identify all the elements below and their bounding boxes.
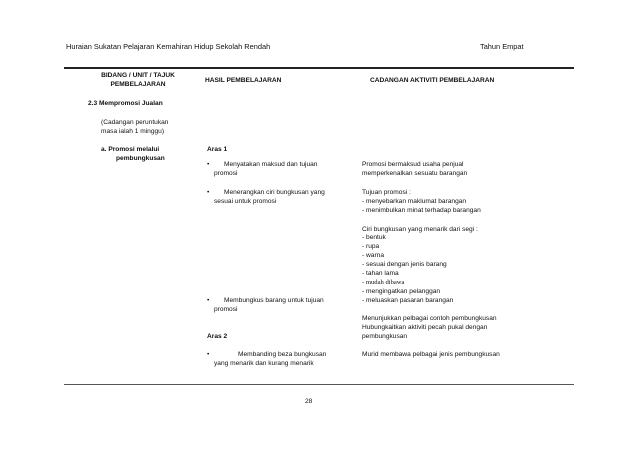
aktiviti-4: Menunjukkan pelbagai contoh pembungkusan: [362, 315, 497, 322]
aktiviti-3-item: - mudah dibawa: [362, 279, 405, 286]
aktiviti-3-item: - bentuk: [362, 234, 386, 241]
bullet-2: •: [207, 189, 210, 196]
col-header-aktiviti: CADANGAN AKTIVITI PEMBELAJARAN: [370, 77, 495, 84]
bullet-3: •: [207, 297, 210, 304]
document-header-year: Tahun Empat: [480, 42, 524, 51]
topic-line1: a. Promosi melalui: [101, 146, 160, 153]
hasil-item2-line1: Menerangkan ciri bungkusan yang: [224, 189, 325, 196]
aktiviti-1-line2: memperkenalkan sesuatu barangan: [362, 170, 468, 177]
aktiviti-2-item: - menimbulkan minat terhadap barangan: [362, 207, 481, 214]
aktiviti-5-line1: Hubungkaitkan aktiviti pecah pukal dengan: [362, 324, 488, 331]
hasil-item2-line2: sesuai untuk promosi: [214, 198, 277, 205]
aktiviti-2-title: Tujuan promosi :: [362, 189, 411, 196]
aras1-heading: Aras 1: [207, 146, 228, 153]
aktiviti-3-title: Ciri bungkusan yang menarik dari segi :: [362, 226, 478, 233]
unit-note-line2: masa ialah 1 minggu): [101, 128, 165, 135]
aktiviti-3-item: - rupa: [362, 243, 380, 250]
col-header-hasil: HASIL PEMBELAJARAN: [205, 77, 282, 84]
hasil-item3-line1: Membungkus barang untuk tujuan: [224, 297, 324, 304]
table-bottom-rule: [64, 384, 574, 385]
bullet-4: •: [207, 351, 210, 358]
col-header-bidang-line2: PEMBELAJARAN: [110, 81, 166, 88]
hasil-item4-line1: Membanding beza bungkusan: [238, 351, 327, 358]
aktiviti-3-item: - tahan lama: [362, 270, 399, 277]
page-number: 28: [305, 398, 313, 405]
aktiviti-5-line2: pembungkusan: [362, 333, 408, 340]
aktiviti-2-item: - menyebarkan maklumat barangan: [362, 198, 467, 205]
hasil-item1-line1: Menyatakan maksud dan tujuan: [224, 161, 318, 168]
topic-line2: pembungkusan: [116, 155, 165, 162]
hasil-item4-line2: yang menarik dan kurang menarik: [214, 360, 314, 367]
aktiviti-1-line1: Promosi bermaksud usaha penjual: [362, 161, 464, 168]
hasil-item3-line2: promosi: [214, 306, 238, 313]
aktiviti-6: Murid membawa pelbagai jenis pembungkusan: [362, 351, 500, 358]
unit-title: 2.3 Mempromosi Jualan: [88, 100, 163, 107]
bullet-1: •: [207, 161, 210, 168]
aktiviti-3-item: - meluaskan pasaran barangan: [362, 297, 454, 304]
unit-note-line1: (Cadangan peruntukan: [101, 119, 169, 126]
aktiviti-3-item: - sesuai dengan jenis barang: [362, 261, 447, 268]
hasil-item1-line2: promosi: [214, 170, 238, 177]
table-top-rule: [64, 67, 574, 69]
aras2-heading: Aras 2: [207, 333, 228, 340]
col-header-bidang: [90, 71, 186, 89]
aktiviti-3-item: - mengingatkan pelanggan: [362, 288, 441, 295]
document-header-title: Huraian Sukatan Pelajaran Kemahiran Hidup Sekolah Rendah: [66, 42, 271, 51]
col-header-bidang-line1: BIDANG / UNIT / TAJUK: [101, 72, 175, 79]
aktiviti-3-item: - warna: [362, 252, 384, 259]
